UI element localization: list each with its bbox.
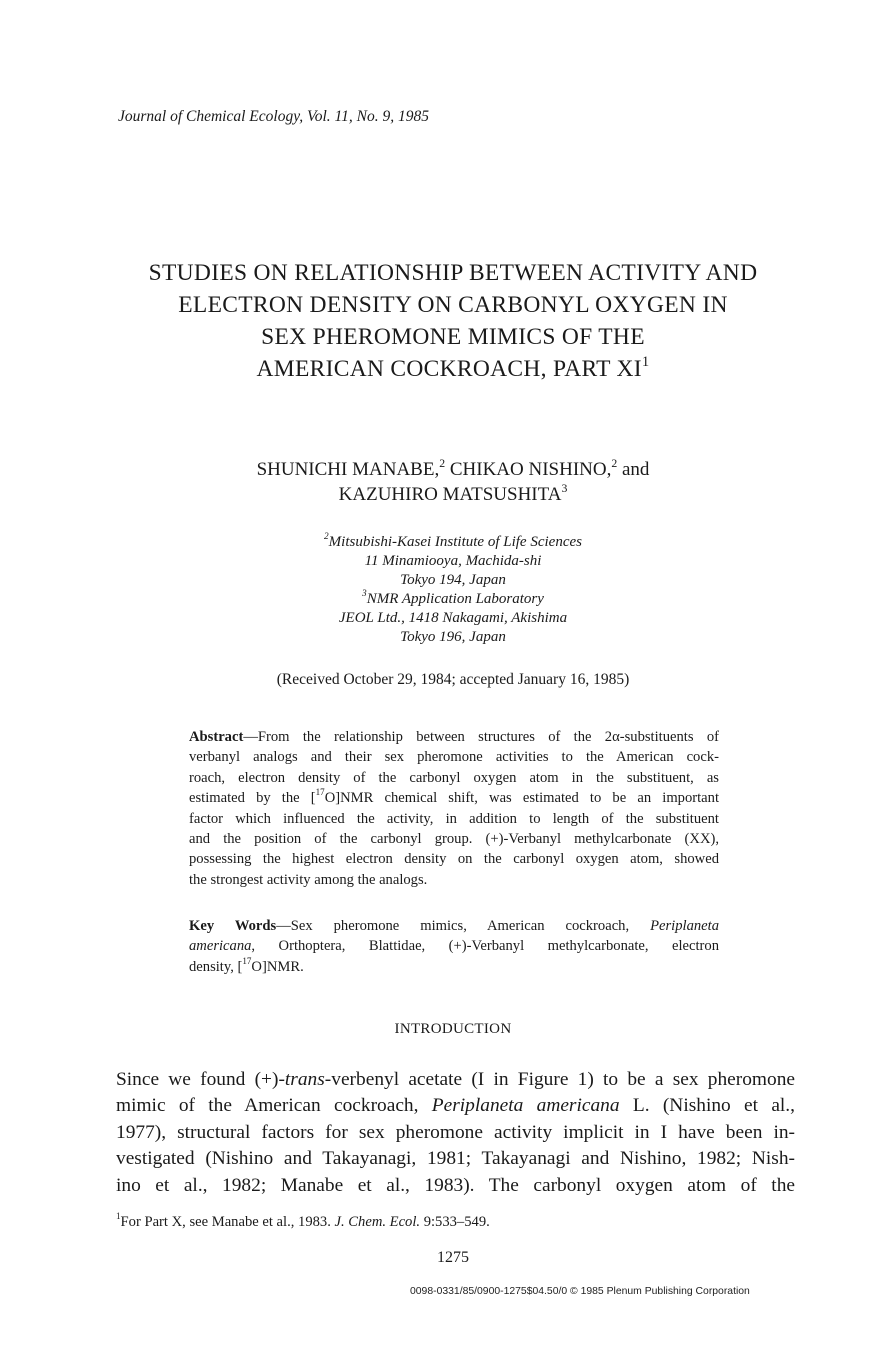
journal-citation xyxy=(118,108,429,126)
paper-title xyxy=(60,257,846,385)
footnote: $^1$For Part X, see Manabe et al., 1983. J. Chem. Ecol. 9:533–549. xyxy=(116,1211,490,1230)
key-words-label: Key Words xyxy=(189,918,277,934)
author-matsushita: KAZUHIRO MATSUSHITA xyxy=(338,484,562,505)
affiliation-line: Tokyo 196, Japan xyxy=(400,629,506,645)
introduction-paragraph: Since we found (+)-trans-verbenyl acetate (I in Figure 1) to be a sex pheromone mimic of the American cockroach, Periplaneta americana L. (Nishino et al., 1977), structural factors for sex pheromone activity implicit in I have been in- vestigated (Nishino and Takayanagi, 1981; Takayanagi and Nishino, 1982; Nish- ino et al., 1982; Manabe et al., 1983). The carbonyl oxygen atom of the xyxy=(116,1069,796,1196)
affiliations xyxy=(60,533,846,647)
copyright-line: 0098-0331/85/0900-1275$04.50/0 © 1985 Plenum Publishing Corporation xyxy=(410,1286,750,1297)
affiliation-line: 11 Minamiooya, Machida-shi xyxy=(364,553,542,569)
key-words: Key Words—Sex pheromone mimics, American cockroach, Periplaneta americana, Orthoptera, Blattidae, (+)-Verbanyl methylcarbonate, electron density, [$^{17}$O]NMR. xyxy=(189,918,719,975)
section-heading: INTRODUCTION xyxy=(394,1021,512,1037)
affiliation-line: Tokyo 194, Japan xyxy=(400,572,506,588)
journal-name: Journal of Chemical Ecology xyxy=(118,108,300,125)
abstract-label: Abstract xyxy=(189,729,244,745)
page-number: 1275 xyxy=(437,1249,469,1266)
author-manabe: SHUNICHI MANABE, xyxy=(256,459,440,480)
title-line-1: STUDIES ON RELATIONSHIP BETWEEN ACTIVITY AND xyxy=(148,260,758,286)
received-dates: (Received October 29, 1984; accepted January 16, 1985) xyxy=(276,671,630,688)
affiliation-line: $^3$NMR Application Laboratory xyxy=(362,589,544,607)
journal-volume: , Vol. 11, No. 9, 1985 xyxy=(299,108,429,125)
title-footnote-mark: 1 xyxy=(641,353,650,370)
title-line-3: SEX PHEROMONE MIMICS OF THE xyxy=(261,324,645,350)
author-line-2: KAZUHIRO MATSUSHITA$^3$ xyxy=(338,481,568,505)
author-list xyxy=(60,457,846,507)
author-line-1: SHUNICHI MANABE,$^2$ CHIKAO NISHINO,$^2$ and xyxy=(256,456,650,480)
affiliation-line: JEOL Ltd., 1418 Nakagami, Akishima xyxy=(338,610,568,626)
title-line-2: ELECTRON DENSITY ON CARBONYL OXYGEN IN xyxy=(178,292,728,318)
title-line-4: AMERICAN COCKROACH, PART $XI^1$ xyxy=(256,353,650,382)
abstract: Abstract—From the relationship between structures of the 2α-substituents of verbanyl analogs and their sex pheromone activities to the American cock- roach, electron density of the carbonyl oxygen atom in the substituent, as estimated by the [$^{17}$O]NMR chemical shift, was estimated to be an important factor which influenced the activity, in addition to length of the substituent and the position of the carbonyl group. (+)-Verbanyl methylcarbonate (XX), possessing the highest electron density on the carbonyl oxygen atom, showed the strongest activity among the analogs. xyxy=(189,729,720,888)
affiliation-line: $^2$Mitsubishi-Kasei Institute of Life Sciences xyxy=(324,532,582,550)
author-nishino: CHIKAO NISHINO, xyxy=(445,459,612,480)
